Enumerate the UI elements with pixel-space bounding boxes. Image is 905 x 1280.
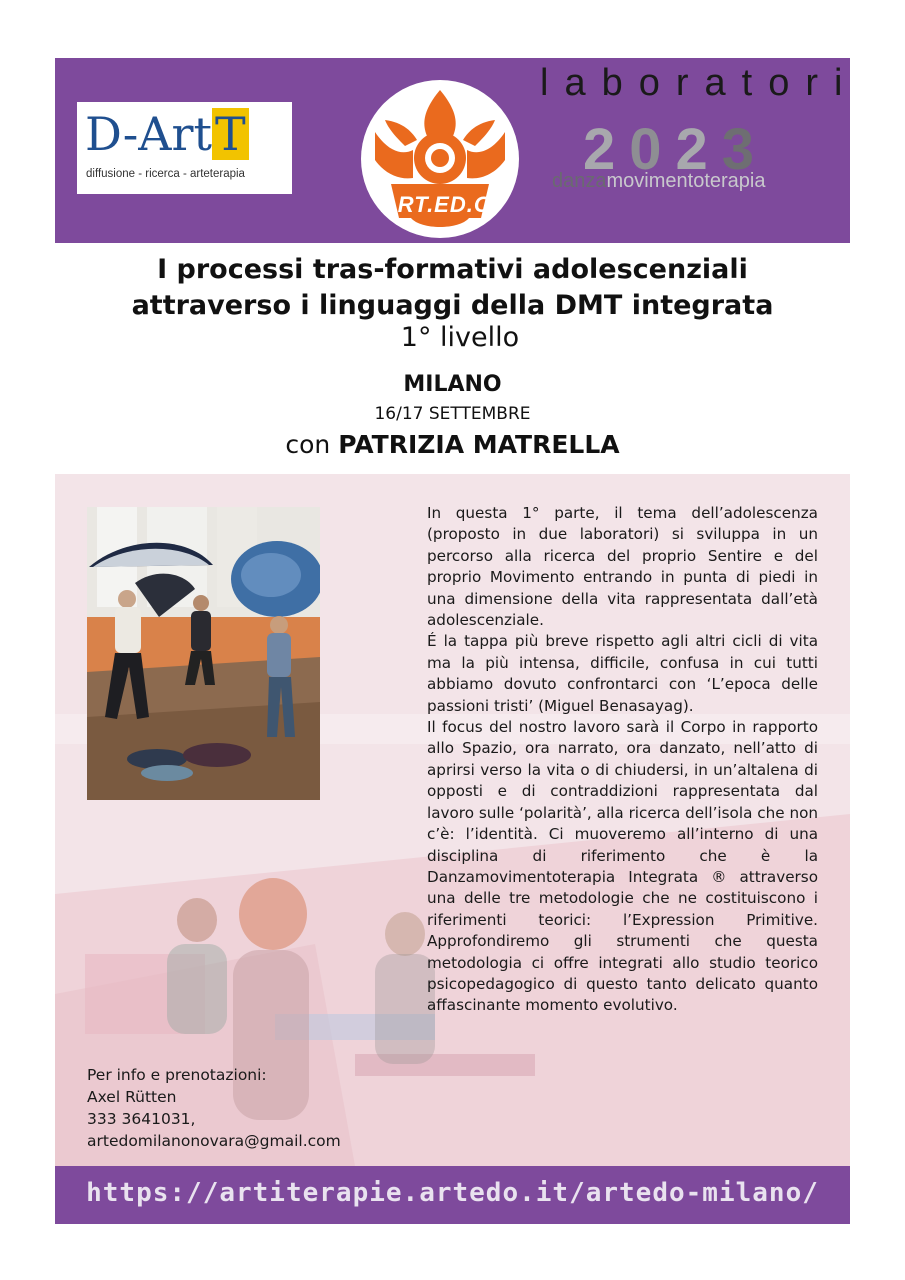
contact-name: Axel Rütten <box>87 1088 177 1106</box>
artedo-logo-text: ART.ED.O. <box>380 192 500 217</box>
event-title-line-1: I processi tras-formativi adolescenziali <box>157 254 748 285</box>
footer-website-link[interactable]: https://artiterapie.artedo.it/artedo-milano/ <box>86 1178 819 1208</box>
year-digit: 2 <box>583 117 630 182</box>
dancers-photo-illustration <box>87 507 320 800</box>
year-digit: 3 <box>721 117 769 182</box>
year-digit: 0 <box>629 117 676 182</box>
description-paragraph: In questa 1° parte, il tema dell’adolescenza (proposto in due laboratori) si sviluppa in un percorso alla ricerca del proprio Sentire e del proprio Movimento entrando in punta di piedi in una dimensione della vita rappresentata dall’età adolescenziale. <box>427 504 818 630</box>
footer-banner <box>55 1166 850 1224</box>
header-banner <box>55 58 859 243</box>
contact-info <box>87 1064 341 1152</box>
artedo-logo <box>361 80 519 238</box>
dmt-subtitle: danzamovimentoterapia <box>552 170 766 192</box>
dates-label: 16/17 SETTEMBRE <box>374 404 531 424</box>
laboratori-heading: laboratori <box>540 62 859 104</box>
event-title <box>0 252 905 324</box>
teacher-name: PATRIZIA MATRELLA <box>338 430 620 459</box>
contact-phone[interactable]: 333 3641031, <box>87 1110 196 1128</box>
event-title-line-2: attraverso i linguaggi della DMT integrata <box>131 290 774 321</box>
dancers-with-umbrellas-photo <box>87 507 320 800</box>
contact-heading: Per info e prenotazioni: <box>87 1066 267 1084</box>
dartt-logo <box>77 102 292 194</box>
level-label: 1° livello <box>400 322 520 353</box>
dartt-logo-t-letter: T <box>212 108 249 160</box>
dartt-logo-wordmark: D-ArtT <box>85 106 249 162</box>
contact-email[interactable]: artedomilanonovara@gmail.com <box>87 1132 341 1150</box>
year-digit: 2 <box>675 117 722 182</box>
teacher-line: con PATRIZIA MATRELLA <box>285 430 620 459</box>
description-paragraph: Il focus del nostro lavoro sarà il Corpo in rapporto allo Spazio, ora narrato, ora danzato, nell’atto di aprirsi verso la vita o di chiudersi, in un’altalena di opposti e di contraddizioni rappresentata dal lavoro sulle ‘polarità’, alla ricerca dell’isola che non c’è: l’identità. Ci muoveremo all’interno di una disciplina di riferimento che è la Danzamovimentoterapia Integrata ® attraverso una delle tre metodologie che ne costituiscono i riferimenti teorici: l’Expression Primitive. Approfondiremo gli strumenti che questa metodologia ci offre integrati allo studio teorico psicopedagogico di questo tanto delicato quanto affascinante momento evolutivo. <box>427 718 818 1015</box>
description-paragraph: É la tappa più breve rispetto agli altri cicli di vita ma la più intensa, difficile, confusa in cui tutti abbiamo dovuto confrontarci con ‘L’epoca delle passioni tristi’ (Miguel Benasayag). <box>427 632 818 715</box>
event-description <box>427 503 818 1017</box>
dartt-logo-tagline: diffusione - ricerca - arteterapia <box>86 168 245 180</box>
city-label: MILANO <box>403 372 502 397</box>
